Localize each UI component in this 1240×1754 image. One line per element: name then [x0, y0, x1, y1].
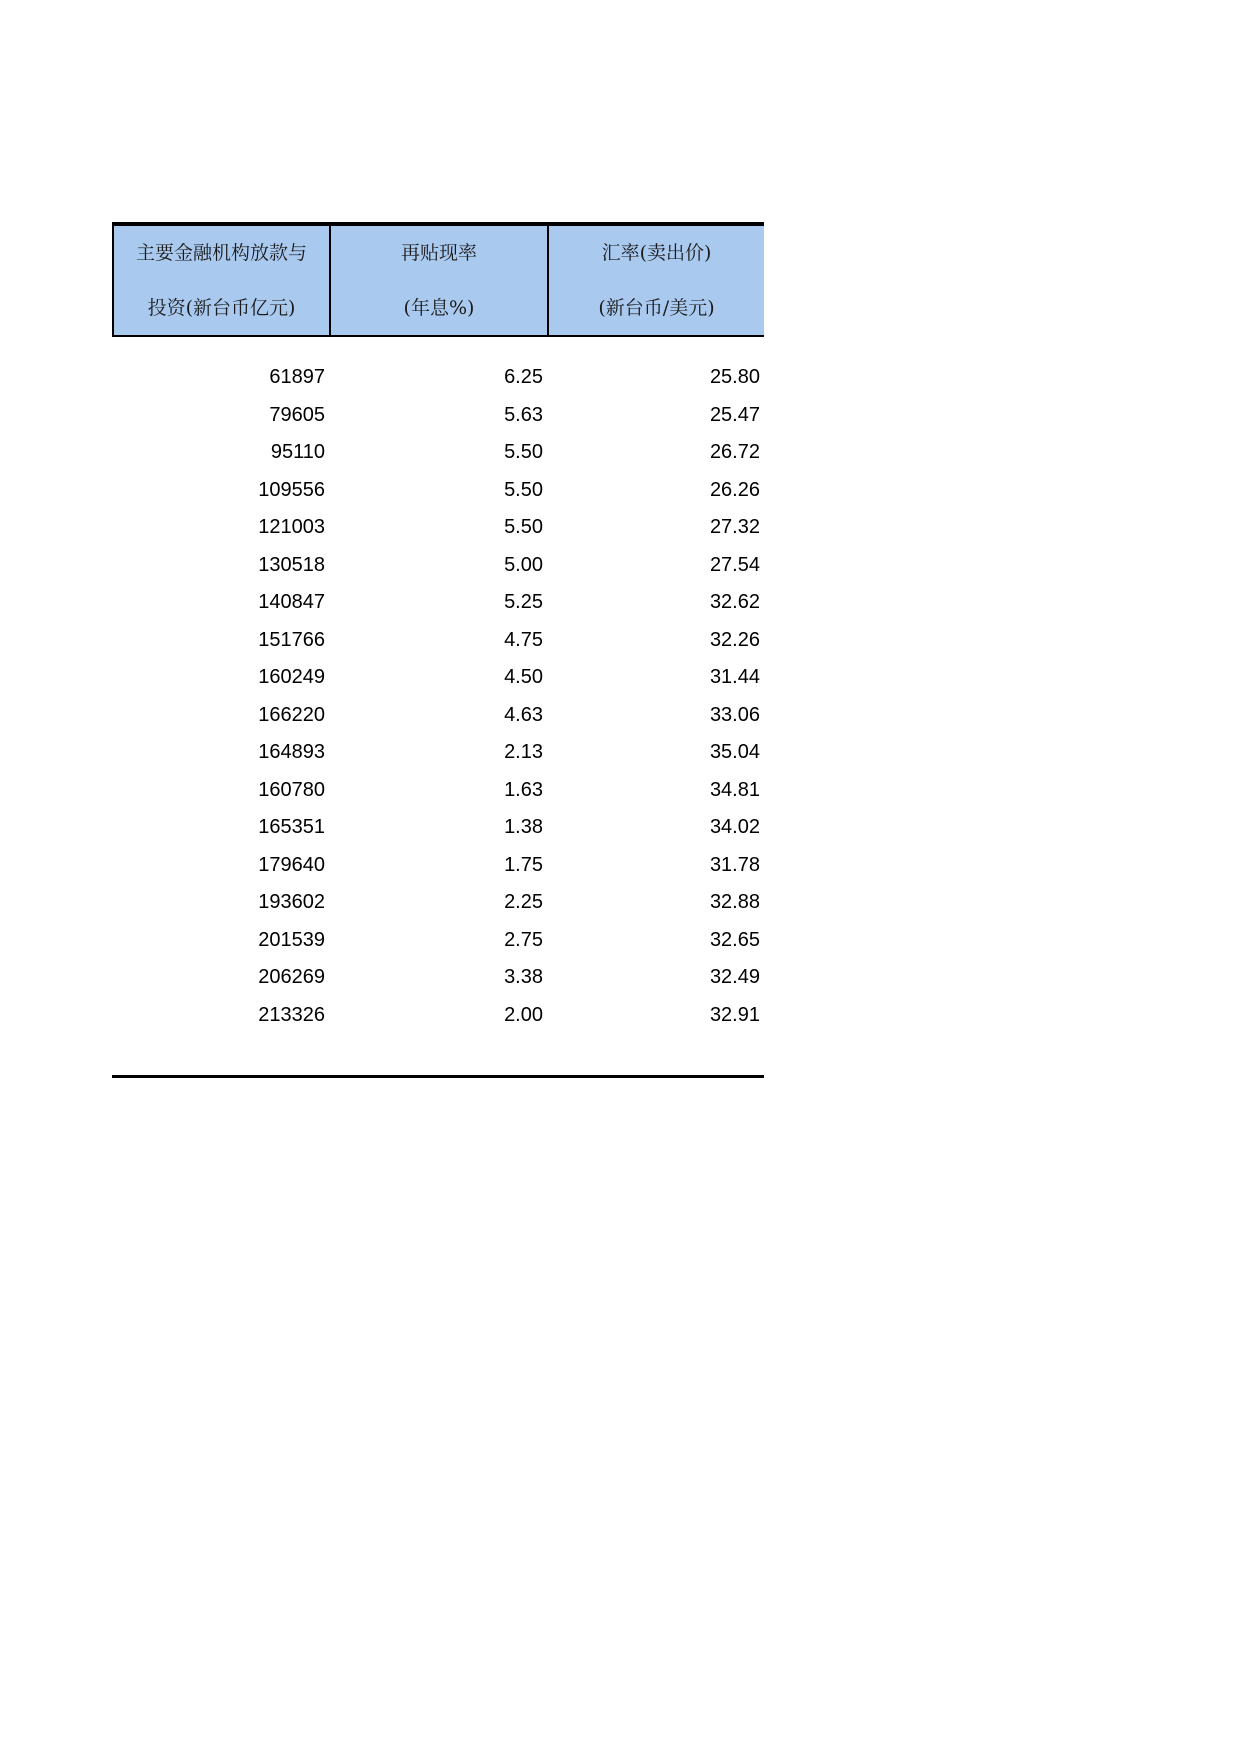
header-loans-investments [114, 226, 331, 335]
table-cell: 31.44 [709, 666, 760, 689]
table-cell: 130518 [258, 553, 325, 576]
table-cell: 166220 [258, 703, 325, 726]
table-cell: 3.38 [504, 966, 543, 989]
table-row [112, 922, 764, 960]
table-cell: 5.63 [504, 403, 543, 426]
table-cell: 109556 [258, 478, 325, 501]
table-cell: 32.91 [709, 1003, 760, 1026]
table-row [112, 359, 764, 397]
table-cell: 5.25 [504, 591, 543, 614]
table-cell: 1.63 [504, 778, 543, 801]
table-cell: 213326 [258, 1003, 325, 1026]
table-row [112, 434, 764, 472]
table-row [112, 847, 764, 885]
table-cell: 4.50 [504, 666, 543, 689]
header-rediscount-rate [331, 226, 549, 335]
table-cell: 95110 [270, 441, 325, 464]
table-cell: 35.04 [709, 741, 760, 764]
header-line: (年息%) [403, 296, 475, 319]
table-cell: 79605 [269, 403, 325, 426]
table-cell: 4.63 [504, 703, 543, 726]
table-cell: 32.49 [709, 966, 760, 989]
header-line: 汇率(卖出价) [601, 241, 712, 264]
table-row [112, 622, 764, 660]
table-cell: 6.25 [504, 366, 543, 389]
header-exchange-rate [549, 226, 764, 335]
table-cell: 33.06 [709, 703, 760, 726]
table-cell: 32.62 [709, 591, 760, 614]
table-cell: 1.38 [504, 816, 543, 839]
table-cell: 26.72 [709, 441, 760, 464]
table-cell: 121003 [258, 516, 325, 539]
table-cell: 2.00 [504, 1003, 543, 1026]
table-cell: 32.26 [709, 628, 760, 651]
table-row [112, 397, 764, 435]
header-line: 主要金融机构放款与 [135, 241, 307, 264]
table-body [112, 337, 764, 1034]
table-cell: 27.32 [709, 516, 760, 539]
table-cell: 201539 [258, 928, 325, 951]
table-cell: 25.80 [709, 366, 760, 389]
table-row [112, 584, 764, 622]
table-cell: 61897 [269, 366, 325, 389]
table-cell: 5.50 [504, 516, 543, 539]
header-line: (新台币/美元) [598, 296, 715, 319]
table-cell: 2.13 [504, 741, 543, 764]
table-cell: 165351 [258, 816, 325, 839]
table-cell: 2.75 [504, 928, 543, 951]
table-cell: 5.50 [504, 478, 543, 501]
table-row [112, 997, 764, 1035]
table-cell: 25.47 [709, 403, 760, 426]
table-cell: 34.81 [709, 778, 760, 801]
table-cell: 179640 [258, 853, 325, 876]
table-row [112, 734, 764, 772]
table-row [112, 884, 764, 922]
table-cell: 160249 [258, 666, 325, 689]
table-row [112, 509, 764, 547]
table-row [112, 472, 764, 510]
table-cell: 32.65 [709, 928, 760, 951]
header-line: 再贴现率 [400, 241, 477, 264]
table-bottom-rule [112, 1075, 764, 1078]
table-cell: 32.88 [709, 891, 760, 914]
table-cell: 1.75 [504, 853, 543, 876]
table-row [112, 659, 764, 697]
table-cell: 193602 [258, 891, 325, 914]
table-row [112, 697, 764, 735]
table-cell: 4.75 [504, 628, 543, 651]
table-row [112, 959, 764, 997]
table-cell: 34.02 [709, 816, 760, 839]
table-row [112, 547, 764, 585]
table-cell: 26.26 [709, 478, 760, 501]
table-cell: 2.25 [504, 891, 543, 914]
table-cell: 5.50 [504, 441, 543, 464]
table-cell: 5.00 [504, 553, 543, 576]
table-cell: 151766 [258, 628, 325, 651]
table-cell: 164893 [258, 741, 325, 764]
table-cell: 31.78 [709, 853, 760, 876]
table-row [112, 772, 764, 810]
table-cell: 140847 [258, 591, 325, 614]
header-line: 投资(新台币亿元) [147, 296, 296, 319]
table-cell: 27.54 [709, 553, 760, 576]
table-row [112, 809, 764, 847]
table-cell: 160780 [258, 778, 325, 801]
data-table [112, 222, 764, 1034]
table-header [112, 226, 764, 337]
table-cell: 206269 [258, 966, 325, 989]
